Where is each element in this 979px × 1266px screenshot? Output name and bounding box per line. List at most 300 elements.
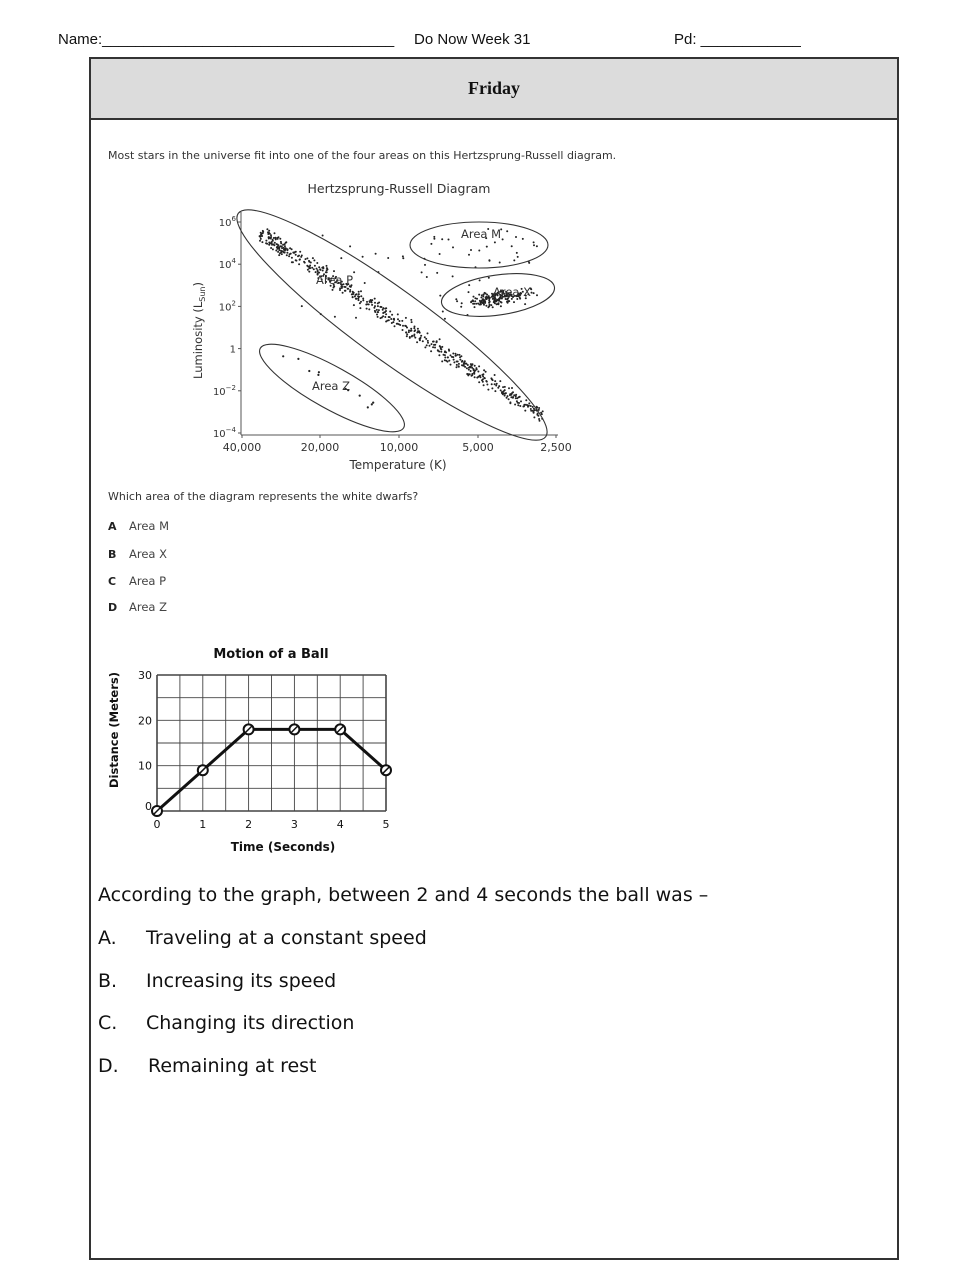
hr-star (489, 304, 491, 306)
hr-star (424, 264, 426, 266)
hr-star (533, 416, 535, 418)
hr-star (378, 309, 380, 311)
hr-star (376, 314, 378, 316)
hr-star (265, 242, 267, 244)
hr-x-tick-label: 2,500 (540, 441, 572, 454)
hr-star (483, 294, 485, 296)
hr-star (472, 363, 474, 365)
hr-star (382, 312, 384, 314)
hr-star (274, 242, 276, 244)
hr-star (298, 263, 300, 265)
hr-star (288, 255, 290, 257)
hr-star (515, 397, 517, 399)
hr-star (385, 321, 387, 323)
hr-star (483, 384, 485, 386)
hr-star (277, 244, 279, 246)
area-x-label: Area X (493, 285, 531, 299)
hr-star (284, 252, 286, 254)
hr-star (486, 246, 488, 248)
hr-star (414, 337, 416, 339)
hr-star (513, 301, 515, 303)
hr-star (411, 336, 413, 338)
hr-star (259, 235, 261, 237)
hr-star (514, 404, 516, 406)
hr-star (342, 292, 344, 294)
hr-star (396, 323, 398, 325)
hr-star (409, 336, 411, 338)
hr-star (391, 314, 393, 316)
hr-star (431, 343, 433, 345)
q2-option-a-letter: A. (98, 927, 117, 949)
chart-x-tick-label: 3 (290, 818, 298, 831)
hr-star (260, 232, 262, 234)
hr-star (448, 360, 450, 362)
hr-star (456, 300, 458, 302)
hr-star (490, 377, 492, 379)
hr-y-ticks (213, 215, 241, 440)
hr-star (382, 307, 384, 309)
hr-star (472, 303, 474, 305)
hr-star (477, 376, 479, 378)
hr-star (466, 367, 468, 369)
hr-star (433, 344, 435, 346)
hr-star (268, 230, 270, 232)
hr-star (518, 396, 520, 398)
hr-star (278, 254, 280, 256)
hr-star (278, 249, 280, 251)
hr-star (481, 374, 483, 376)
hr-x-tick-label: 10,000 (379, 441, 419, 454)
hr-star (463, 363, 465, 365)
hr-star (427, 340, 429, 342)
hr-star (479, 279, 481, 281)
hr-star (358, 299, 360, 301)
hr-star (299, 258, 301, 260)
hr-y-tick-label: $10^2$ (218, 299, 236, 314)
hr-star (455, 355, 457, 357)
hr-star (411, 321, 413, 323)
hr-star (459, 359, 461, 361)
hr-star (421, 271, 423, 273)
hr-star (494, 302, 496, 304)
hr-star (344, 290, 346, 292)
hr-star (474, 300, 476, 302)
hr-star (377, 316, 379, 318)
chart-y-tick-label: 20 (138, 714, 152, 728)
q1-option-a[interactable]: Area M (129, 519, 170, 533)
hr-star (322, 270, 324, 272)
hr-star (359, 307, 361, 309)
hr-star (388, 319, 390, 321)
q1-option-d-letter: D (108, 601, 118, 614)
hr-star (351, 293, 353, 295)
hr-star (467, 364, 469, 366)
q1-option-d[interactable]: Area Z (129, 600, 167, 614)
hr-star (375, 253, 377, 255)
q2-option-b[interactable]: Increasing its speed (146, 970, 337, 992)
hr-star (473, 373, 475, 375)
hr-star (286, 254, 288, 256)
hr-star (308, 370, 310, 372)
hr-star (460, 355, 462, 357)
hr-star (420, 335, 422, 337)
hr-star (512, 397, 514, 399)
hr-star (268, 242, 270, 244)
hr-star (489, 260, 491, 262)
hr-star (340, 257, 342, 259)
hr-star (382, 315, 384, 317)
hr-star (414, 326, 416, 328)
hr-star (524, 303, 526, 305)
hr-star (385, 310, 387, 312)
hr-star (371, 300, 373, 302)
hr-star (280, 242, 282, 244)
hr-star (307, 269, 309, 271)
hr-star (374, 298, 376, 300)
q1-option-b[interactable]: Area X (129, 547, 167, 561)
hr-star (542, 410, 544, 412)
hr-y-label: Luminosity $(L_{Sun})$ (191, 282, 207, 379)
hr-star (507, 302, 509, 304)
hr-star (349, 291, 351, 293)
hr-star (355, 294, 357, 296)
hr-star (444, 351, 446, 353)
chart-y-tick-label: 10 (138, 759, 152, 773)
hr-star (476, 298, 478, 300)
hr-star (402, 255, 404, 257)
hr-star (318, 371, 320, 373)
hr-x-tick-label: 40,000 (222, 441, 262, 454)
hr-star (534, 409, 536, 411)
hr-star (374, 302, 376, 304)
hr-star (533, 244, 535, 246)
day-banner (91, 59, 897, 120)
hr-star (308, 260, 310, 262)
hr-star (366, 303, 368, 305)
hr-star (516, 400, 518, 402)
hr-star (494, 241, 496, 243)
hr-star (310, 262, 312, 264)
hr-star (373, 307, 375, 309)
q1-option-c[interactable]: Area P (129, 574, 167, 588)
hr-star (447, 356, 449, 358)
hr-star (497, 303, 499, 305)
hr-star (353, 292, 355, 294)
hr-star (468, 284, 470, 286)
hr-star (353, 271, 355, 273)
hr-star (502, 238, 504, 240)
motion-chart (100, 640, 410, 860)
hr-star (515, 236, 517, 238)
hr-star (332, 289, 334, 291)
hr-star (433, 341, 435, 343)
q1-prompt: Which area of the diagram represents the white dwarfs? (108, 490, 419, 503)
hr-star (518, 402, 520, 404)
hr-star (511, 392, 513, 394)
hr-star (536, 245, 538, 247)
hr-star (471, 373, 473, 375)
hr-star (511, 245, 513, 247)
hr-star (468, 291, 470, 293)
hr-star (502, 386, 504, 388)
hr-star (456, 361, 458, 363)
hr-star (366, 301, 368, 303)
hr-star (419, 338, 421, 340)
chart-y-tick-label: 0 (145, 800, 152, 813)
hr-star (491, 383, 493, 385)
q2-option-b-letter: B. (98, 970, 118, 992)
area-z-label: Area Z (312, 379, 350, 393)
hr-star (261, 241, 263, 243)
hr-star (484, 377, 486, 379)
hr-star (368, 308, 370, 310)
hr-star (478, 365, 480, 367)
hr-star (533, 292, 535, 294)
hr-star (453, 359, 455, 361)
hr-star (289, 247, 291, 249)
hr-star (538, 407, 540, 409)
hr-star (275, 238, 277, 240)
hr-star (492, 379, 494, 381)
hr-star (289, 253, 291, 255)
hr-star (487, 297, 489, 299)
hr-star (385, 313, 387, 315)
hr-star (277, 238, 279, 240)
hr-y-tick-label: $10^{-4}$ (212, 426, 236, 440)
hr-star (522, 238, 524, 240)
hr-star (485, 297, 487, 299)
hr-star (441, 346, 443, 348)
hr-star (452, 275, 454, 277)
hr-star (316, 268, 318, 270)
hr-star (458, 366, 460, 368)
chart-x-tick-label: 1 (199, 818, 207, 831)
hr-star (478, 294, 480, 296)
hr-star (286, 252, 288, 254)
hr-star (303, 261, 305, 263)
hr-star (439, 345, 441, 347)
hr-star (260, 238, 262, 240)
hr-star (504, 395, 506, 397)
hr-star (494, 374, 496, 376)
hr-star (472, 300, 474, 302)
hr-star (369, 301, 371, 303)
hr-star (261, 235, 263, 237)
hr-star (380, 317, 382, 319)
day-title: Friday (468, 78, 520, 98)
hr-star (353, 304, 355, 306)
q2-option-c-letter: C. (98, 1012, 118, 1034)
hr-star (278, 246, 280, 248)
hr-star (471, 375, 473, 377)
hr-star (499, 380, 501, 382)
hr-star (483, 304, 485, 306)
hr-star (270, 247, 272, 249)
hr-star (432, 346, 434, 348)
hr-star (406, 327, 408, 329)
hr-star (360, 295, 362, 297)
hr-star (275, 250, 277, 252)
hr-star (483, 369, 485, 371)
hr-star (291, 257, 293, 259)
hr-star (453, 361, 455, 363)
hr-star (355, 298, 357, 300)
hr-star (318, 266, 320, 268)
hr-star (402, 325, 404, 327)
q2-option-d[interactable]: Remaining at rest (148, 1055, 317, 1077)
hr-star (522, 406, 524, 408)
hr-star (492, 306, 494, 308)
hr-star (441, 238, 443, 240)
hr-star (516, 252, 518, 254)
hr-star (334, 316, 336, 318)
q2-option-a[interactable]: Traveling at a constant speed (146, 927, 427, 949)
hr-star (444, 359, 446, 361)
hr-star (460, 306, 462, 308)
hr-star (450, 354, 452, 356)
hr-star (364, 282, 366, 284)
hr-star (424, 336, 426, 338)
hr-star (530, 408, 532, 410)
hr-star (464, 366, 466, 368)
hr-star (305, 258, 307, 260)
hr-star (470, 370, 472, 372)
hr-star (438, 354, 440, 356)
hr-star (430, 350, 432, 352)
hr-y-tick-label: 1 (229, 344, 236, 356)
hr-star (478, 381, 480, 383)
hr-star (508, 387, 510, 389)
hr-star (504, 386, 506, 388)
hr-star (301, 305, 303, 307)
hr-star (416, 341, 418, 343)
hr-star (322, 266, 324, 268)
chart-grid (157, 675, 386, 811)
hr-star (500, 389, 502, 391)
hr-star (538, 418, 540, 420)
area-p-outline (218, 185, 567, 465)
name-field-label: Name:___________________________________ (58, 31, 395, 48)
hr-star (394, 325, 396, 327)
hr-star (469, 373, 471, 375)
hr-star (427, 332, 429, 334)
hr-star (362, 256, 364, 258)
hr-star (377, 305, 379, 307)
hr-star (285, 241, 287, 243)
hr-star (333, 270, 335, 272)
hr-star (533, 241, 535, 243)
hr-star (326, 265, 328, 267)
hr-title: Hertzsprung-Russell Diagram (307, 181, 491, 196)
hr-star (494, 390, 496, 392)
hr-star (339, 287, 341, 289)
q2-option-c[interactable]: Changing its direction (146, 1012, 355, 1034)
hr-star (417, 328, 419, 330)
hr-star (499, 262, 501, 264)
hr-star (466, 373, 468, 375)
hr-star (519, 405, 521, 407)
hr-star (376, 309, 378, 311)
hr-star (306, 257, 308, 259)
hr-star (497, 387, 499, 389)
hr-star (470, 249, 472, 251)
hr-star (284, 248, 286, 250)
hr-star (299, 251, 301, 253)
hr-star (537, 413, 539, 415)
hr-star (405, 332, 407, 334)
hr-star (360, 290, 362, 292)
hr-star (486, 384, 488, 386)
hr-star (502, 392, 504, 394)
hr-star (458, 363, 460, 365)
chart-x-tick-label: 2 (245, 818, 253, 831)
hr-star (484, 301, 486, 303)
chart-x-tick-label: 5 (382, 818, 390, 831)
hr-star (284, 245, 286, 247)
hr-star (274, 232, 276, 234)
hr-star (440, 348, 442, 350)
hr-star (295, 259, 297, 261)
hr-star (478, 250, 480, 252)
hr-star (417, 330, 419, 332)
hr-star (399, 324, 401, 326)
hr-star (485, 305, 487, 307)
hr-star (371, 304, 373, 306)
hr-star (436, 341, 438, 343)
q2-option-d-letter: D. (98, 1055, 119, 1077)
q2-prompt: According to the graph, between 2 and 4 seconds the ball was – (98, 884, 709, 906)
hr-star (459, 354, 461, 356)
hr-star (472, 368, 474, 370)
hr-star (422, 340, 424, 342)
q1-option-a-letter: A (108, 520, 117, 533)
hr-star (404, 325, 406, 327)
hr-star (455, 298, 457, 300)
hr-star (482, 381, 484, 383)
hr-star (508, 300, 510, 302)
area-p-label: Area P (316, 273, 354, 287)
hr-star (377, 311, 379, 313)
hr-star (384, 316, 386, 318)
hr-star (277, 251, 279, 253)
hr-star (388, 316, 390, 318)
hr-star (434, 347, 436, 349)
hr-star (266, 228, 268, 230)
hr-star (282, 244, 284, 246)
hr-star (281, 253, 283, 255)
chart-y-label: Distance (Meters) (107, 672, 121, 788)
hr-star (507, 395, 509, 397)
hr-star (536, 294, 538, 296)
hr-star (358, 296, 360, 298)
hr-y-tick-label: $10^6$ (218, 215, 236, 229)
hr-star (528, 402, 530, 404)
hr-star (494, 383, 496, 385)
hr-star (424, 346, 426, 348)
hr-star (511, 387, 513, 389)
page-header (58, 31, 818, 51)
hr-star (456, 366, 458, 368)
hr-star (439, 295, 441, 297)
hr-star (354, 296, 356, 298)
hr-star (477, 371, 479, 373)
hr-star (506, 230, 508, 232)
q1-option-c-letter: C (108, 575, 117, 588)
hr-star (273, 244, 275, 246)
hr-star (509, 401, 511, 403)
hr-star (439, 253, 441, 255)
hr-star (473, 296, 475, 298)
